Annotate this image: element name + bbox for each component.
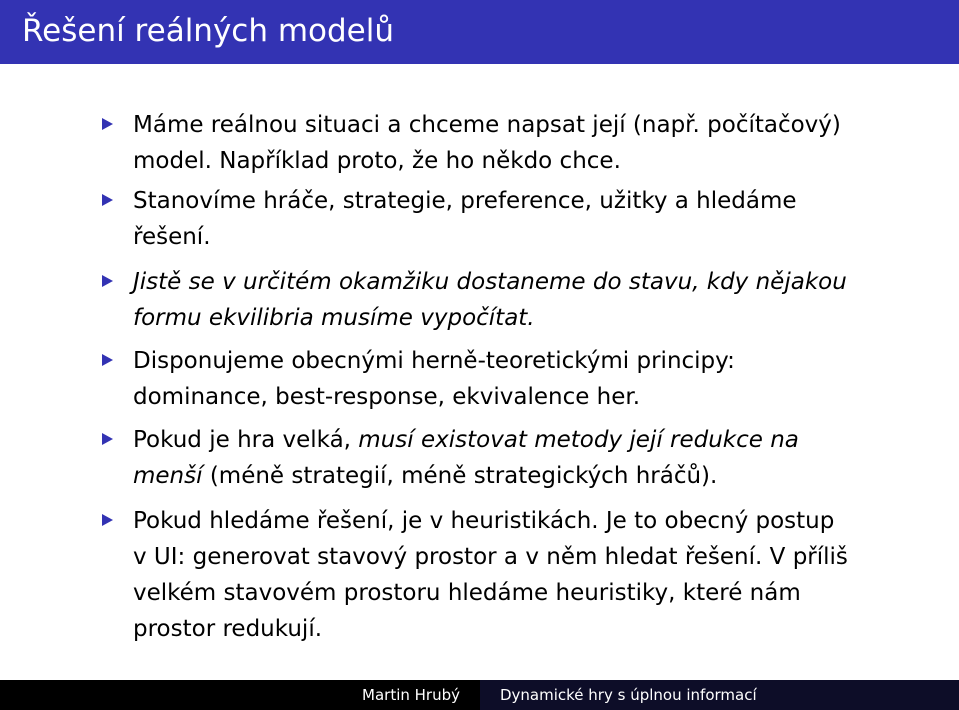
slide-title: Řešení reálných modelů <box>22 13 395 49</box>
item-1-line-1: Máme reálnou situaci a chceme napsat její (např. počítačový) <box>133 112 841 138</box>
item-5-text-emphasis: musí existovat metody její redukce na <box>358 427 799 453</box>
item-2-line-2: řešení. <box>133 224 211 250</box>
item-5-line-1 <box>133 425 799 455</box>
item-4-line-2: dominance, best-response, ekvivalence her. <box>133 384 641 410</box>
item-3-line-2: formu ekvilibria musíme vypočítat. <box>133 305 535 331</box>
triangle-bullet-icon <box>102 514 113 526</box>
footer-title-panel <box>480 680 959 710</box>
footer-author-panel <box>0 680 480 710</box>
item-5-line-2 <box>133 461 717 491</box>
triangle-bullet-icon <box>102 275 113 287</box>
footer <box>0 680 959 710</box>
triangle-bullet-icon <box>102 354 113 366</box>
item-5-text-emphasis-end: menší <box>133 463 203 489</box>
triangle-bullet-icon <box>102 194 113 206</box>
item-2-line-1: Stanovíme hráče, strategie, preference, užitky a hledáme <box>133 188 797 214</box>
footer-author: Martin Hrubý <box>362 686 460 704</box>
item-6-line-4: prostor redukují. <box>133 616 323 642</box>
item-1-line-2: model. Například proto, že ho někdo chce. <box>133 148 621 174</box>
item-6-line-3: velkém stavovém prostoru hledáme heuristiky, které nám <box>133 580 801 606</box>
item-6-line-1: Pokud hledáme řešení, je v heuristikách. Je to obecný postup <box>133 508 835 534</box>
item-3-line-1: Jistě se v určitém okamžiku dostaneme do stavu, kdy nějakou <box>133 269 847 295</box>
footer-title: Dynamické hry s úplnou informací <box>500 686 757 704</box>
item-5-text-normal: Pokud je hra velká, <box>133 427 359 453</box>
item-5-text-rest: (méně strategií, méně strategických hráčů). <box>202 463 718 489</box>
triangle-bullet-icon <box>102 433 113 445</box>
item-6-line-2: v UI: generovat stavový prostor a v něm hledat řešení. V příliš <box>133 544 848 570</box>
item-4-line-1: Disponujeme obecnými herně-teoretickými principy: <box>133 348 735 374</box>
triangle-bullet-icon <box>102 118 113 130</box>
